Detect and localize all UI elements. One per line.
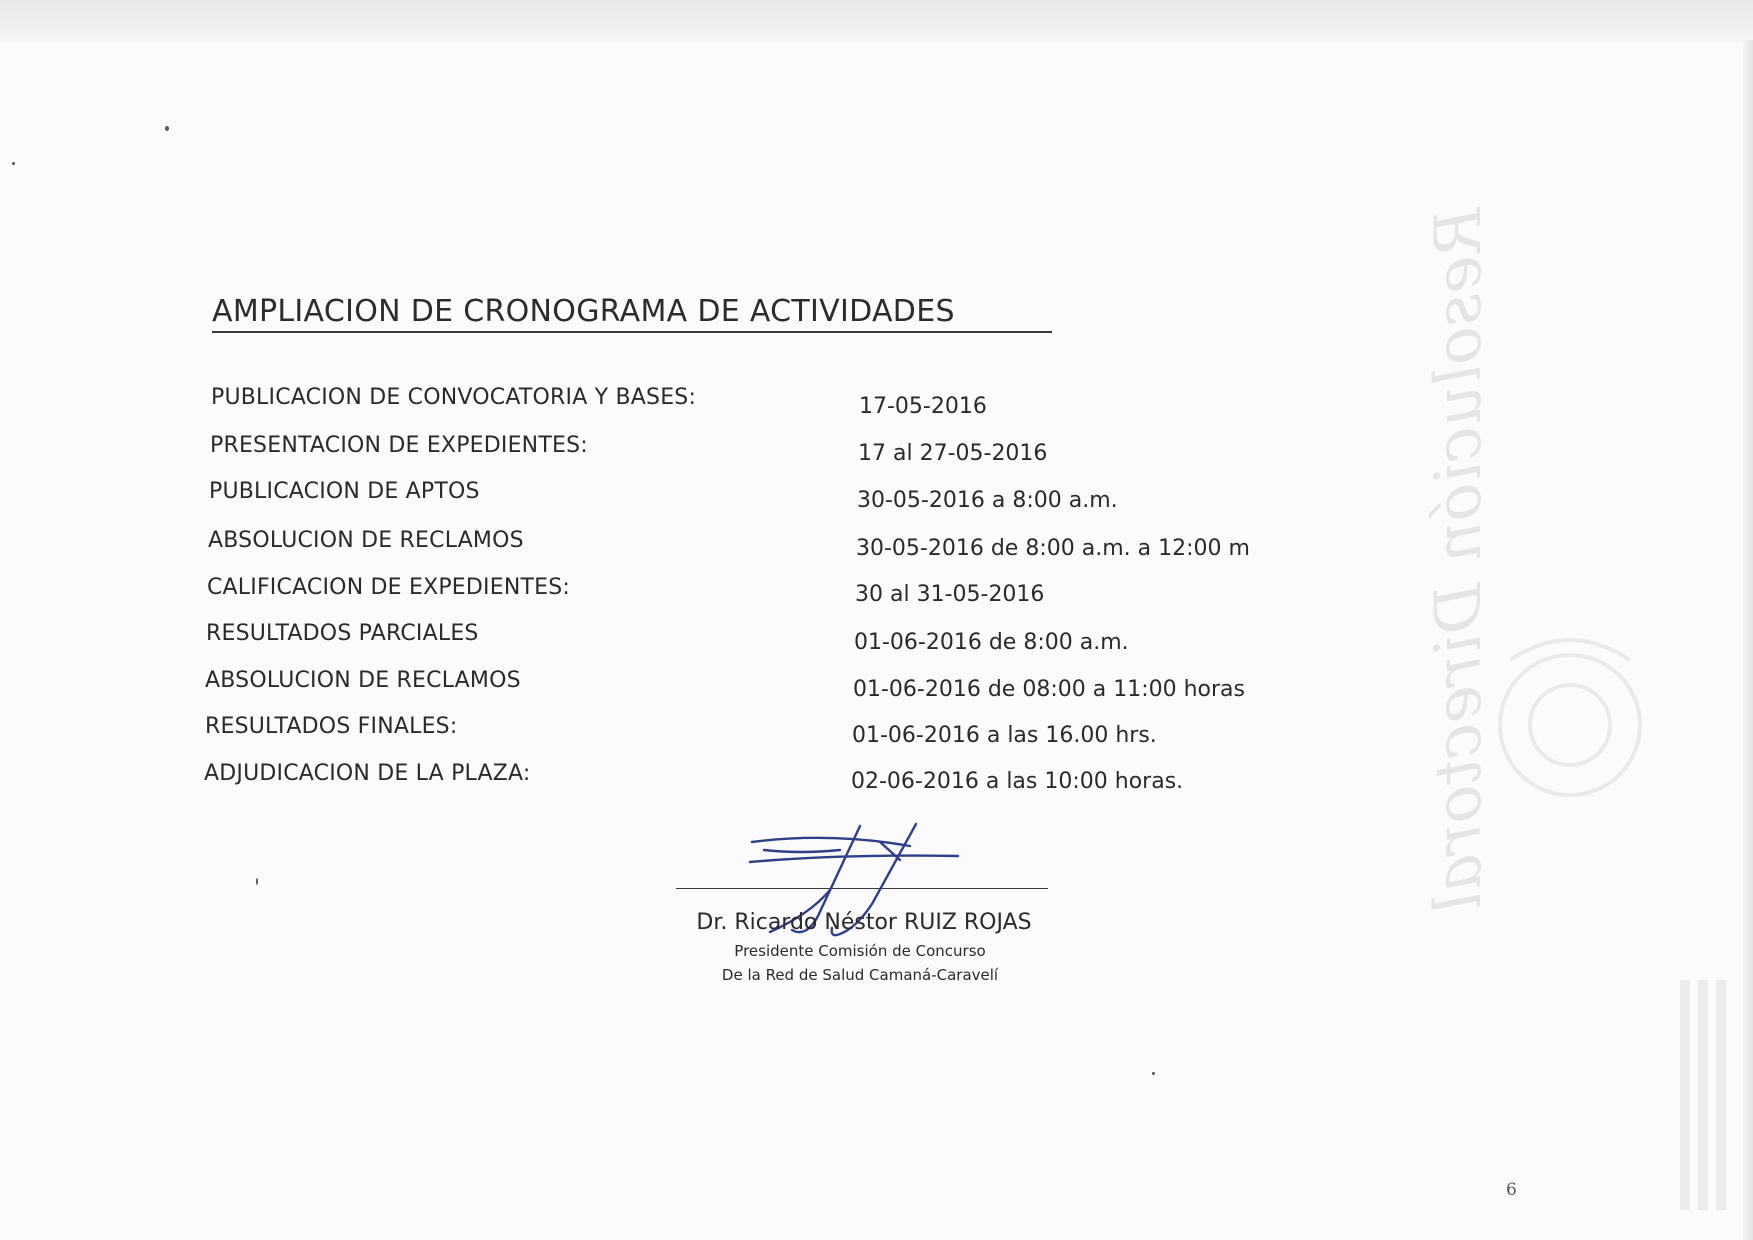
schedule-value: 30-05-2016 de 8:00 a.m. a 12:00 m (856, 536, 1250, 561)
scan-speck (256, 878, 258, 885)
bleed-through (1380, 100, 1740, 1220)
schedule-label: ADJUDICACION DE LA PLAZA: (204, 761, 531, 786)
scan-speck (1152, 1072, 1155, 1075)
schedule-value: 01-06-2016 de 8:00 a.m. (854, 630, 1129, 655)
schedule-label: CALIFICACION DE EXPEDIENTES: (207, 575, 571, 600)
schedule-value: 01-06-2016 de 08:00 a 11:00 horas (853, 677, 1245, 702)
schedule-label: RESULTADOS FINALES: (205, 714, 458, 739)
scan-edge-shadow (1743, 40, 1753, 1240)
schedule-label: ABSOLUCION DE RECLAMOS (205, 668, 521, 693)
signer-name: Dr. Ricardo Néstor RUIZ ROJAS (696, 910, 1032, 935)
schedule-value: 30 al 31-05-2016 (855, 582, 1045, 607)
schedule-value: 17 al 27-05-2016 (858, 441, 1048, 466)
scan-speck (165, 126, 169, 131)
schedule-value: 30-05-2016 a 8:00 a.m. (857, 488, 1118, 513)
schedule-value: 02-06-2016 a las 10:00 horas. (851, 769, 1184, 794)
bleed-stamp-lines (1680, 980, 1726, 1210)
schedule-label: PUBLICACION DE CONVOCATORIA Y BASES: (211, 385, 697, 410)
signer-role: Presidente Comisión de Concurso (734, 942, 986, 960)
document-title: AMPLIACION DE CRONOGRAMA DE ACTIVIDADES (212, 294, 1052, 333)
schedule-value: 17-05-2016 (859, 394, 987, 419)
bleed-through-text: Resolución Directoral (1422, 207, 1496, 913)
crest-icon (1500, 640, 1640, 795)
scan-speck (12, 162, 15, 165)
scan-top-band (0, 0, 1753, 42)
schedule-label: PUBLICACION DE APTOS (209, 479, 480, 504)
schedule-value: 01-06-2016 a las 16.00 hrs. (852, 723, 1157, 748)
signer-organization: De la Red de Salud Camaná-Caravelí (721, 966, 999, 984)
schedule-label: PRESENTACION DE EXPEDIENTES: (210, 433, 588, 458)
schedule-label: RESULTADOS PARCIALES (206, 621, 479, 646)
page-number: 6 (1506, 1180, 1517, 1200)
schedule-label: ABSOLUCION DE RECLAMOS (208, 528, 524, 553)
